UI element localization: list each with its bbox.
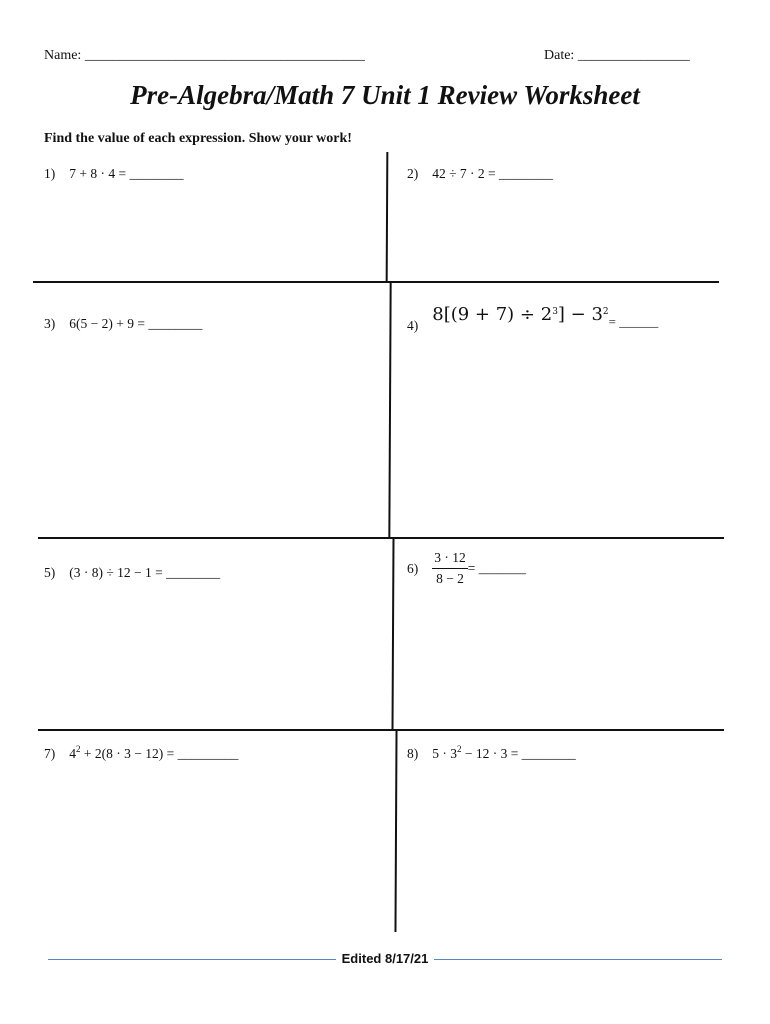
problem-number: 3) — [44, 316, 56, 331]
exponent: 2 — [602, 307, 609, 317]
problem-number: 4) — [407, 318, 419, 333]
name-field-label: Name: ________________________________________ — [44, 48, 365, 63]
vertical-divider-4 — [394, 730, 397, 932]
problem-5 — [44, 565, 220, 581]
horizontal-divider-1 — [33, 281, 719, 283]
problem-number: 5) — [44, 565, 56, 580]
date-field-label: Date: ________________ — [544, 48, 690, 63]
expression-part: ] − 3 — [557, 304, 603, 325]
vertical-divider-3 — [391, 538, 394, 730]
footer-edited-date: Edited 8/17/21 — [341, 951, 429, 966]
vertical-divider-1 — [386, 152, 389, 282]
footer-rule-left — [48, 959, 336, 960]
fraction-numerator: 3 · 12 — [432, 550, 468, 569]
problem-expression: 6(5 − 2) + 9 = ________ — [69, 316, 203, 331]
problem-8 — [407, 746, 576, 762]
problem-expression: (3 · 8) ÷ 12 − 1 = ________ — [69, 565, 221, 580]
problem-3 — [44, 316, 202, 332]
problem-4 — [407, 304, 658, 334]
exponent: 3 — [552, 307, 558, 317]
fraction — [432, 550, 468, 587]
instructions: Find the value of each expression. Show your work! — [44, 131, 352, 146]
expression-part: − 12 · 3 = ________ — [461, 746, 576, 761]
fraction-denominator: 8 − 2 — [436, 571, 464, 586]
problem-2 — [407, 166, 553, 182]
problem-number: 6) — [407, 560, 419, 576]
problem-6 — [407, 550, 526, 587]
exponent: 2 — [76, 744, 81, 754]
worksheet-title: Pre-Algebra/Math 7 Unit 1 Review Worksheet — [130, 80, 640, 110]
expression-part: + 2(8 · 3 − 12) = _________ — [80, 746, 239, 761]
problem-7 — [44, 746, 238, 762]
problem-number: 7) — [44, 746, 56, 761]
problem-expression: 7 + 8 · 4 = ________ — [69, 166, 184, 181]
answer-blank: = ______ — [608, 314, 659, 329]
problem-expression — [432, 304, 608, 325]
expression-part: 8[(9 + 7) ÷ 2 — [432, 304, 553, 325]
exponent: 2 — [457, 744, 462, 754]
problem-number: 2) — [407, 166, 419, 181]
vertical-divider-2 — [388, 282, 391, 538]
horizontal-divider-2 — [38, 537, 724, 539]
expression-part: 4 — [69, 746, 76, 761]
problem-1 — [44, 166, 183, 182]
problem-number: 1) — [44, 166, 56, 181]
answer-blank: = _______ — [467, 560, 526, 576]
footer-rule-right — [434, 959, 722, 960]
problem-expression: 42 ÷ 7 · 2 = ________ — [432, 166, 554, 181]
expression-part: 5 · 3 — [432, 746, 457, 761]
horizontal-divider-3 — [38, 729, 724, 731]
problem-number: 8) — [407, 746, 419, 761]
footer — [0, 951, 770, 966]
